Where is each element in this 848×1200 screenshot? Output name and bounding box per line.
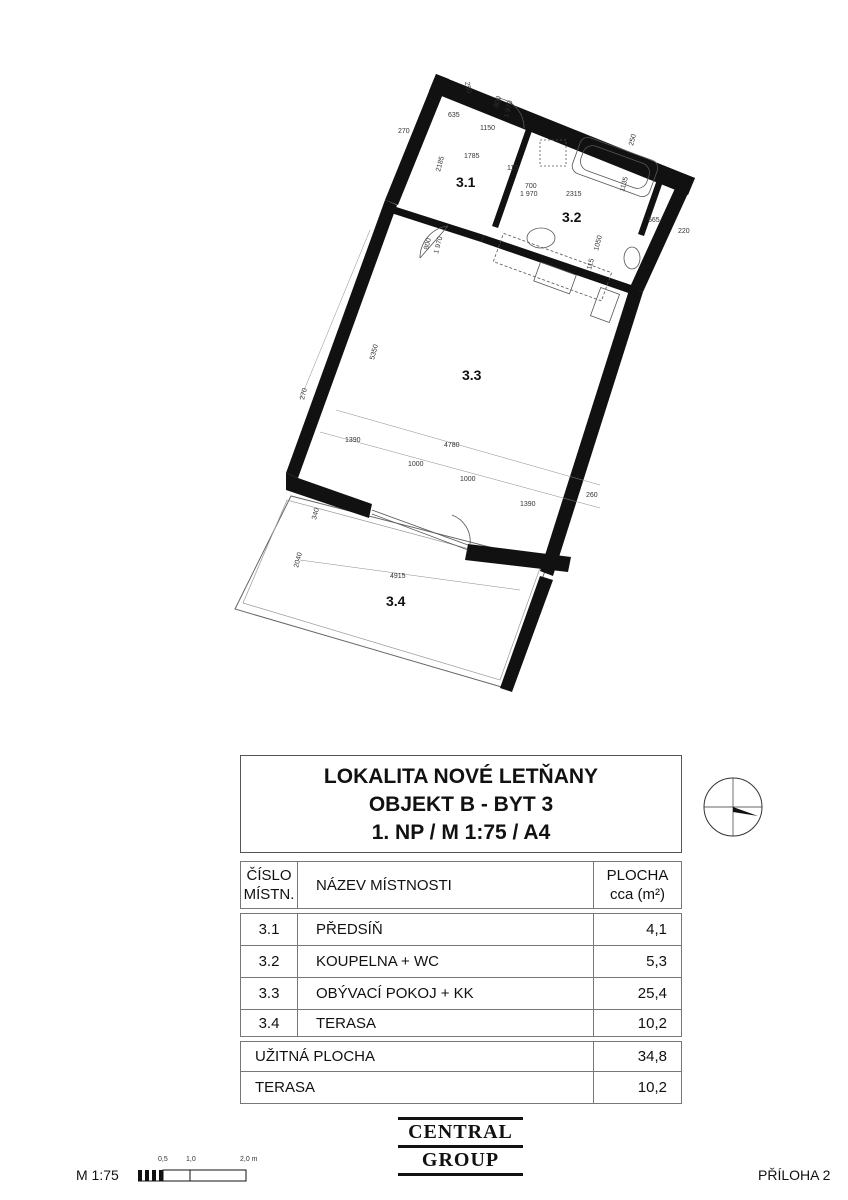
row-area: 5,3 <box>593 946 681 977</box>
title-block <box>240 755 682 853</box>
table-row <box>240 913 682 946</box>
dim-label: 800 <box>423 237 433 251</box>
title-locality: LOKALITA NOVÉ LETŇANY <box>323 765 599 788</box>
dim-label: 250 <box>463 81 472 94</box>
room-label: 3.4 <box>386 593 406 609</box>
scale-tick: 0,5 <box>158 1156 168 1163</box>
table-header <box>240 861 682 909</box>
dim-label: 1150 <box>480 125 496 132</box>
company-logo <box>398 1117 523 1174</box>
dim-label: 700 <box>525 183 537 190</box>
dim-label: 1000 <box>408 461 424 468</box>
dim-label: 220 <box>678 228 690 235</box>
row-name: OBÝVACÍ POKOJ + KK <box>316 985 474 1002</box>
walls <box>286 74 695 692</box>
dim-label: 5350 <box>369 343 380 361</box>
summary-name: TERASA <box>255 1079 316 1096</box>
room-label: 3.1 <box>456 174 476 190</box>
row-number: 3.3 <box>241 978 298 1009</box>
dim-label: 1785 <box>464 153 480 160</box>
dim-label: 1 970 <box>520 191 538 198</box>
dim-label: 1000 <box>460 476 476 483</box>
dim-label: 115 <box>586 257 596 271</box>
dim-label: 1050 <box>593 234 604 252</box>
terrace-outline <box>235 496 548 688</box>
summary-row <box>240 1041 682 1072</box>
title-object: OBJEKT B - BYT 3 <box>368 793 554 816</box>
dim-label: 260 <box>586 492 598 499</box>
table-row <box>240 945 682 978</box>
dim-label: 1390 <box>520 501 536 508</box>
north-arrow-icon <box>702 776 764 838</box>
row-area: 4,1 <box>593 914 681 945</box>
summary-area: 34,8 <box>593 1042 681 1071</box>
row-number: 3.4 <box>241 1010 298 1036</box>
table-row <box>240 1009 682 1037</box>
row-name: KOUPELNA + WC <box>316 953 439 970</box>
row-area: 10,2 <box>593 1010 681 1036</box>
annex-label: PŘÍLOHA 2 <box>758 1167 831 1183</box>
room-label: 3.3 <box>462 367 482 383</box>
dim-label: 1 970 <box>433 235 445 255</box>
row-area: 25,4 <box>593 978 681 1009</box>
dim-label: 1 970 <box>503 99 515 119</box>
dim-label: 2315 <box>566 191 582 198</box>
row-name: TERASA <box>316 1014 377 1032</box>
scale-tick: 2,0 m <box>240 1156 258 1163</box>
dim-label: 270 <box>299 387 309 401</box>
dim-label: 250 <box>628 133 638 147</box>
dim-label: 270 <box>398 128 410 135</box>
table-row <box>240 977 682 1010</box>
dim-label: 1390 <box>345 437 361 444</box>
summary-name: UŽITNÁ PLOCHA <box>255 1048 376 1065</box>
row-number: 3.2 <box>241 946 298 977</box>
dim-label: 2185 <box>435 155 446 173</box>
logo-line2: GROUP <box>421 1149 500 1171</box>
scale-tick: 1,0 <box>186 1156 196 1163</box>
dim-label: 2040 <box>293 551 304 569</box>
dim-label: 635 <box>448 112 460 119</box>
row-number: 3.1 <box>241 914 298 945</box>
scale-label: M 1:75 <box>76 1167 119 1183</box>
title-floor-scale: 1. NP / M 1:75 / A4 <box>371 821 551 844</box>
dim-label: 565 <box>648 217 660 224</box>
logo-line1: CENTRAL <box>408 1121 513 1143</box>
dim-label: 800 <box>493 95 503 109</box>
row-name: PŘEDSÍŇ <box>316 921 383 938</box>
col-area-header: PLOCHA cca (m²) <box>593 862 681 908</box>
summary-area: 10,2 <box>593 1072 681 1103</box>
dim-label: 4780 <box>444 442 460 449</box>
dim-label: 4915 <box>390 573 406 580</box>
summary-row <box>240 1071 682 1104</box>
dim-label: 1135 <box>619 176 630 193</box>
dim-label: 340 <box>311 507 321 521</box>
dim-label: 115 <box>507 165 519 172</box>
col-name-header: NÁZEV MÍSTNOSTI <box>316 876 452 894</box>
scale-bar <box>138 1152 268 1184</box>
room-label: 3.2 <box>562 209 582 225</box>
col-number-header: ČÍSLO MÍSTN. <box>241 862 298 908</box>
